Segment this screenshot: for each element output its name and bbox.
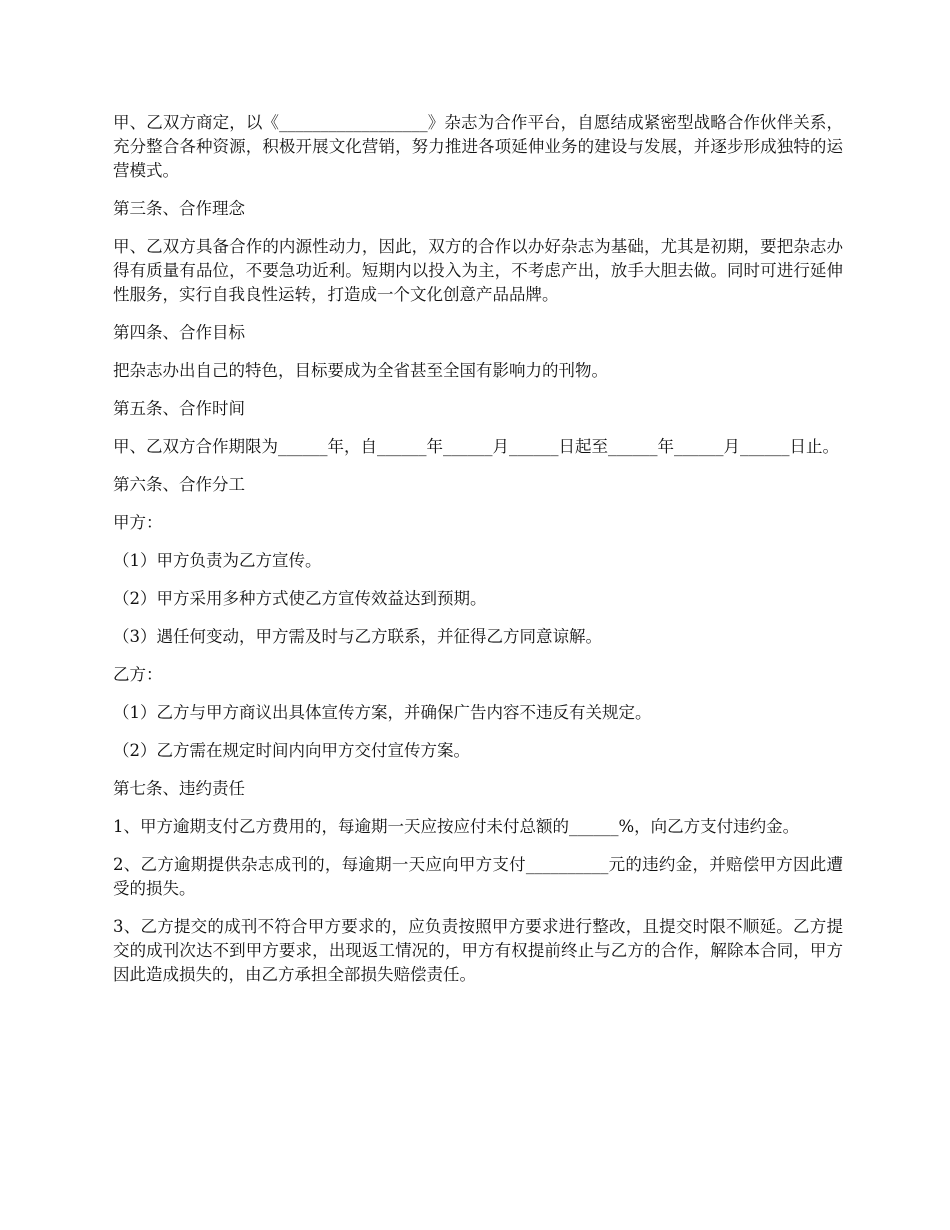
heading-article-7: 第七条、违约责任 bbox=[113, 779, 245, 798]
document-body bbox=[113, 111, 843, 1001]
label-party-a: 甲方： bbox=[113, 513, 163, 532]
heading-article-5: 第五条、合作时间 bbox=[113, 399, 245, 418]
liability-clause-1: 1、甲方逾期支付乙方费用的，每逾期一天应按应付未付总额的______%，向乙方支付违约金。 bbox=[113, 817, 800, 836]
party-b-item-2: （2）乙方需在规定时间内向甲方交付宣传方案。 bbox=[113, 741, 470, 760]
party-a-item-1: （1）甲方负责为乙方宣传。 bbox=[113, 551, 322, 570]
party-a-item-3: （3）遇任何变动，甲方需及时与乙方联系，并征得乙方同意谅解。 bbox=[113, 627, 602, 646]
heading-article-3: 第三条、合作理念 bbox=[113, 199, 245, 218]
liability-clause-3: 3、乙方提交的成刊不符合甲方要求的，应负责按照甲方要求进行整改，且提交时限不顺延。乙方提交的成刊次达不到甲方要求，出现返工情况的，甲方有权提前终止与乙方的合作，解除本合同，甲方因此造成损失的，由乙方承担全部损失赔偿责任。 bbox=[113, 917, 843, 984]
heading-article-4: 第四条、合作目标 bbox=[113, 323, 245, 342]
paragraph-cooperation-period: 甲、乙双方合作期限为______年，自______年______月______日起至______年______月______日止。 bbox=[113, 437, 839, 456]
paragraph-cooperation-concept: 甲、乙双方具备合作的内源性动力，因此，双方的合作以办好杂志为基础，尤其是初期，要把杂志办得有质量有品位，不要急功近利。短期内以投入为主，不考虑产出，放手大胆去做。同时可进行延伸性服务，实行自我良性运转，打造成一个文化创意产品品牌。 bbox=[113, 237, 843, 304]
party-b-item-1: （1）乙方与甲方商议出具体宣传方案，并确保广告内容不违反有关规定。 bbox=[113, 703, 652, 722]
heading-article-6: 第六条、合作分工 bbox=[113, 475, 245, 494]
label-party-b: 乙方： bbox=[113, 665, 163, 684]
paragraph-platform: 甲、乙双方商定，以《__________________》杂志为合作平台，自愿结成紧密型战略合作伙伴关系，充分整合各种资源，积极开展文化营销，努力推进各项延伸业务的建设与发展，并逐步形成独特的运营模式。 bbox=[113, 113, 843, 180]
party-a-item-2: （2）甲方采用多种方式使乙方宣传效益达到预期。 bbox=[113, 589, 487, 608]
paragraph-cooperation-goal: 把杂志办出自己的特色，目标要成为全省甚至全国有影响力的刊物。 bbox=[113, 361, 608, 380]
liability-clause-2: 2、乙方逾期提供杂志成刊的，每逾期一天应向甲方支付__________元的违约金，并赔偿甲方因此遭受的损失。 bbox=[113, 855, 843, 898]
